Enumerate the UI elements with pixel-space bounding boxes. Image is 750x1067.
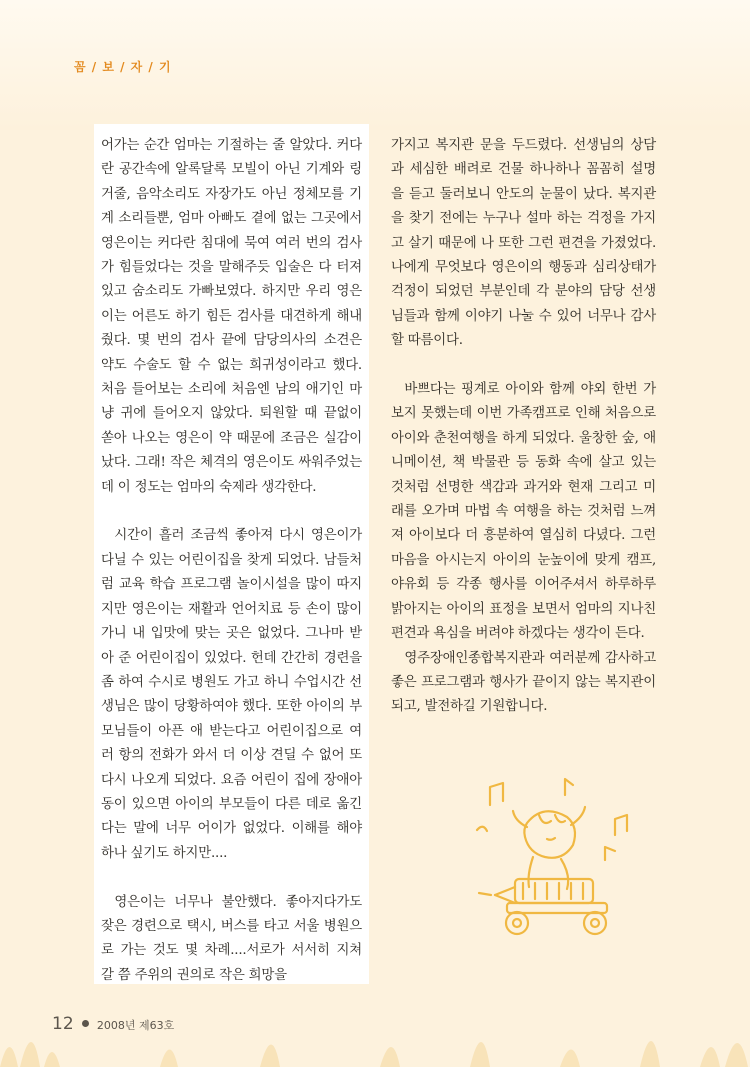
paragraph: 영주장애인종합복지관과 여러분께 감사하고 좋은 프로그램과 행사가 끝이지 않는 복지관이 되고, 발전하길 기원합니다. (391, 650, 656, 715)
paragraph: 어가는 순간 엄마는 기절하는 줄 알았다. 커다란 공간속에 알록달록 모빌이 아닌 기계와 링거줄, 음악소리도 자장가도 아닌 정체모를 기계 소리들뿐, 엄마 아빠도 곁에 없는 그곳에서 영은이는 커다란 침대에 묵여 여러 번의 검사가 힘들었다는 것을 말해주듯 입술은 다 터져있고 숨소리도 가빠보였다. 하지만 우리 영은이는 어른도 하기 힘든 검사를 대견하게 해내줬다. 몇 번의 검사 끝에 담당의사의 소견은 약도 수술도 할 수 없는 희귀성이라고 했다. 처음 들어보는 소리에 처음엔 남의 애기인 마냥 귀에 들어오지 않았다. 퇴원할 때 끝없이 쏟아 나오는 영은이 약 때문에 조금은 실감이 났다. 그래! 작은 체격의 영은이도 싸워주었는데 이 정도는 엄마의 숙제라 생각한다. (101, 138, 362, 495)
paragraph-gap (391, 354, 656, 378)
section-title: 꼼 / 보 / 자 / 기 (74, 60, 172, 74)
child-with-walker-illustration (455, 775, 655, 945)
page-footer (52, 1014, 174, 1034)
paragraph: 시간이 흘러 조금씩 좋아져 다시 영은이가 다닐 수 있는 어린이집을 찾게 되었다. 남들처럼 교육 학습 프로그램 놀이시설을 많이 따지지만 영은이는 재활과 언어치료 등 손이 많이 가니 내 입맛에 맞는 곳은 없었다. 그나마 받아 준 어린이집이 있었다. 헌데 간간히 경련을 좀 하여 수시로 병원도 가고 하니 수업시간 선생님은 많이 당황하여야 했다. 또한 아이의 부모님들이 아픈 애 받는다고 어린이집으로 여러 항의 전화가 와서 더 이상 견딜 수 없어 또 다시 나오게 되었다. 요즘 어린이 집에 장애아동이 있으면 아이의 부모들이 다른 데로 옮긴다는 말에 너무 어이가 없었다. 이해를 해야 하나 싶기도 하지만.... (101, 528, 362, 861)
issue-label: 2008년 제63호 (96, 1019, 175, 1032)
page-number: 12 (52, 1014, 74, 1034)
left-column (94, 124, 369, 984)
paragraph: 바쁘다는 핑계로 아이와 함께 야외 한번 가보지 못했는데 이번 가족캠프로 인해 처음으로 아이와 춘천여행을 하게 되었다. 울창한 숲, 애니메이션, 책 박물관 등 동화 속에 살고 있는 것처럼 선명한 색감과 과거와 현재 그리고 미래를 오가며 마법 속 여행을 하는 것처럼 느껴져 아이보다 더 흥분하여 열심히 다녔다. 그런 마음을 아시는지 아이의 눈높이에 맞게 캠프, 야유회 등 각종 행사를 이어주셔서 하루하루 밝아지는 아이의 표정을 보면서 엄마의 지나친 편견과 욕심을 버려야 하겠다는 생각이 든다. (391, 382, 656, 642)
right-column (391, 124, 656, 720)
paragraph: 가지고 복지관 문을 두드렸다. 선생님의 상담과 세심한 배려로 건물 하나하나 꼼꼼히 설명을 듣고 둘러보니 안도의 눈물이 났다. 복지관을 찾기 전에는 누구나 설마 하는 걱정을 가지고 살기 때문에 나 또한 그런 편견을 가졌었다. 나에게 무엇보다 영은이의 행동과 심리상태가 걱정이 되었던 부분인데 각 분야의 담당 선생님들과 함께 이야기 나눌 수 있어 너무나 감사할 따름이다. (391, 138, 656, 349)
bullet-icon (82, 1020, 89, 1027)
paragraph-gap (101, 866, 362, 890)
paragraph: 영은이는 너무나 불안했다. 좋아지다가도 잦은 경련으로 택시, 버스를 타고 서울 병원으로 가는 것도 몇 차례....서로가 서서히 지쳐 갈 쯤 주위의 권의로 작은 희망을 (101, 894, 362, 983)
paragraph-gap (101, 500, 362, 524)
